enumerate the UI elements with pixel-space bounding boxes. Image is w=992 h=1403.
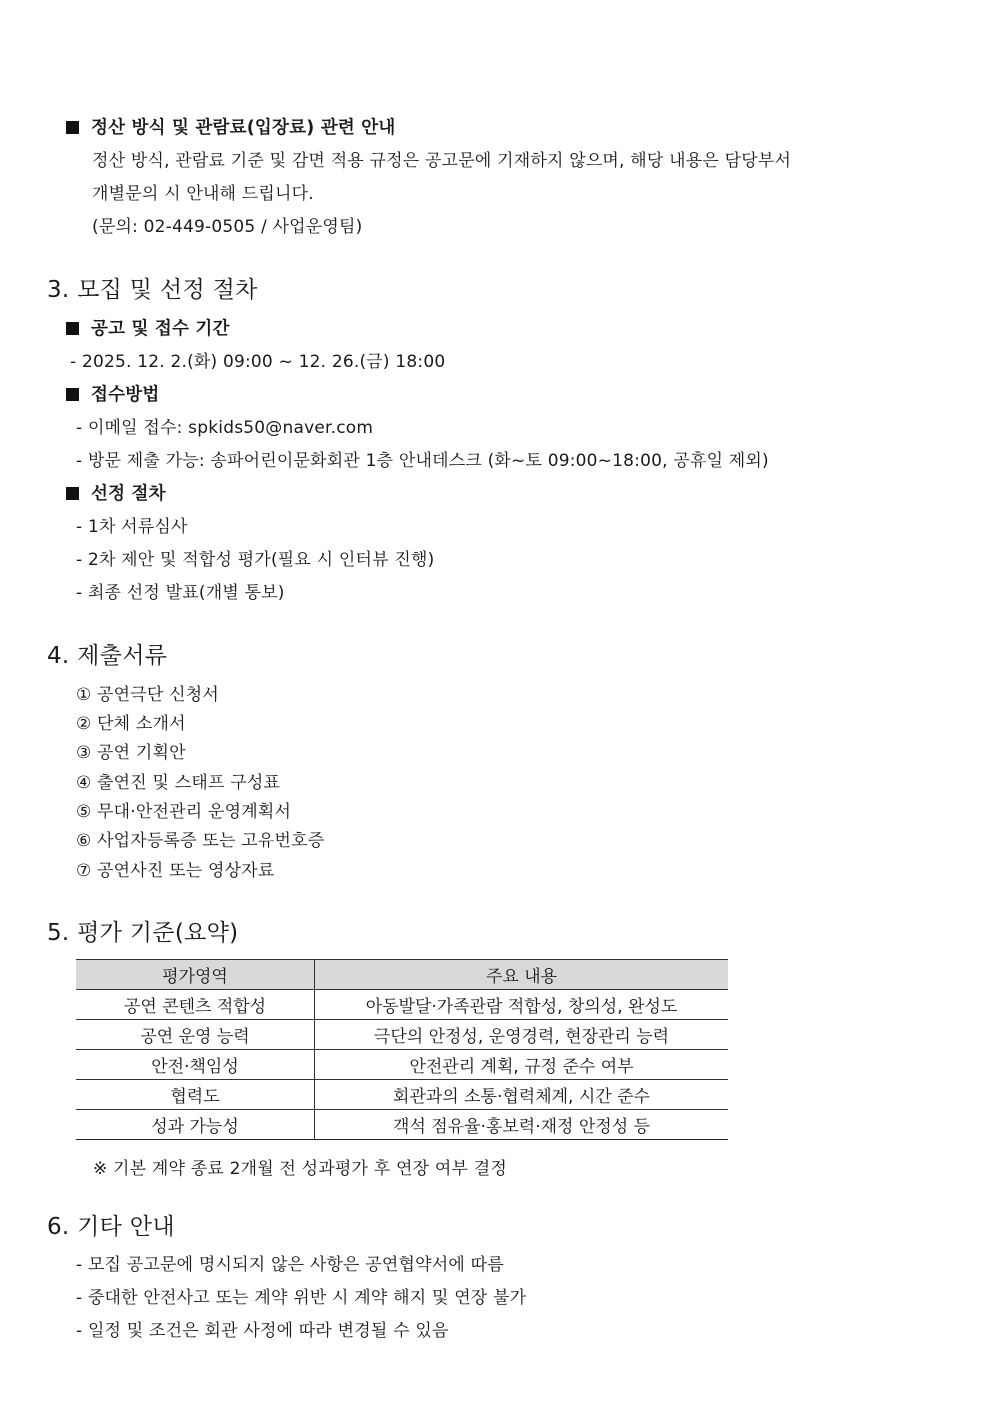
other-item: - 중대한 안전사고 또는 계약 위반 시 계약 해지 및 연장 불가 (76, 1288, 527, 1308)
evaluation-note: ※ 기본 계약 종료 2개월 전 성과평가 후 연장 여부 결정 (93, 1159, 507, 1179)
square-bullet-icon (66, 388, 79, 401)
method-email: - 이메일 접수: spkids50@naver.com (76, 418, 374, 438)
cell-area: 협력도 (76, 1080, 315, 1110)
selection-step: - 2차 제안 및 적합성 평가(필요 시 인터뷰 진행) (76, 550, 435, 570)
document-item: ⑥ 사업자등록증 또는 고유번호증 (76, 831, 325, 851)
document-item: ② 단체 소개서 (76, 714, 186, 734)
cell-area: 성과 가능성 (76, 1110, 315, 1140)
selection-step: - 1차 서류심사 (76, 517, 188, 537)
table-row (76, 1020, 728, 1050)
table-row (76, 990, 728, 1020)
settlement-heading: 정산 방식 및 관람료(입장료) 관련 안내 (66, 117, 395, 139)
selection-heading: 선정 절차 (66, 483, 166, 505)
evaluation-table (76, 959, 728, 1140)
table-row (76, 1110, 728, 1140)
settlement-line: 개별문의 시 안내해 드립니다. (92, 184, 314, 204)
square-bullet-icon (66, 487, 79, 500)
cell-content: 회관과의 소통·협력체계, 시간 준수 (315, 1080, 729, 1110)
section-5-title: 5. 평가 기준(요약) (47, 920, 239, 946)
document-item: ⑤ 무대·안전관리 운영계획서 (76, 802, 292, 822)
cell-content: 극단의 안정성, 운영경력, 현장관리 능력 (315, 1020, 729, 1050)
method-visit: - 방문 제출 가능: 송파어린이문화회관 1층 안내데스크 (화~토 09:00~18:00, 공휴일 제외) (76, 451, 769, 471)
period-heading: 공고 및 접수 기간 (66, 318, 230, 340)
table-header-row (76, 960, 728, 990)
table-row (76, 1050, 728, 1080)
section-6-title: 6. 기타 안내 (47, 1214, 175, 1240)
document-item: ⑦ 공연사진 또는 영상자료 (76, 861, 275, 881)
method-heading: 접수방법 (66, 384, 159, 406)
settlement-line: 정산 방식, 관람료 기준 및 감면 적용 규정은 공고문에 기재하지 않으며, 해당 내용은 담당부서 (92, 151, 792, 171)
document-item: ④ 출연진 및 스태프 구성표 (76, 773, 281, 793)
document-item: ① 공연극단 신청서 (76, 685, 220, 705)
other-item: - 일정 및 조건은 회관 사정에 따라 변경될 수 있음 (76, 1321, 449, 1341)
other-item: - 모집 공고문에 명시되지 않은 사항은 공연협약서에 따름 (76, 1255, 504, 1275)
cell-area: 공연 운영 능력 (76, 1020, 315, 1050)
cell-area: 안전·책임성 (76, 1050, 315, 1080)
cell-content: 아동발달·가족관람 적합성, 창의성, 완성도 (315, 990, 729, 1020)
selection-step: - 최종 선정 발표(개별 통보) (76, 583, 285, 603)
cell-content: 안전관리 계획, 규정 준수 여부 (315, 1050, 729, 1080)
section-3-title: 3. 모집 및 선정 절차 (47, 277, 258, 303)
square-bullet-icon (66, 121, 79, 134)
table-row (76, 1080, 728, 1110)
document-item: ③ 공연 기획안 (76, 743, 186, 763)
cell-area: 공연 콘텐츠 적합성 (76, 990, 315, 1020)
settlement-contact: (문의: 02-449-0505 / 사업운영팀) (92, 217, 363, 237)
cell-content: 객석 점유율·홍보력·재정 안정성 등 (315, 1110, 729, 1140)
header-area: 평가영역 (76, 960, 315, 990)
square-bullet-icon (66, 322, 79, 335)
period-text: - 2025. 12. 2.(화) 09:00 ~ 12. 26.(금) 18:00 (70, 352, 446, 372)
header-content: 주요 내용 (315, 960, 729, 990)
section-4-title: 4. 제출서류 (47, 643, 168, 669)
